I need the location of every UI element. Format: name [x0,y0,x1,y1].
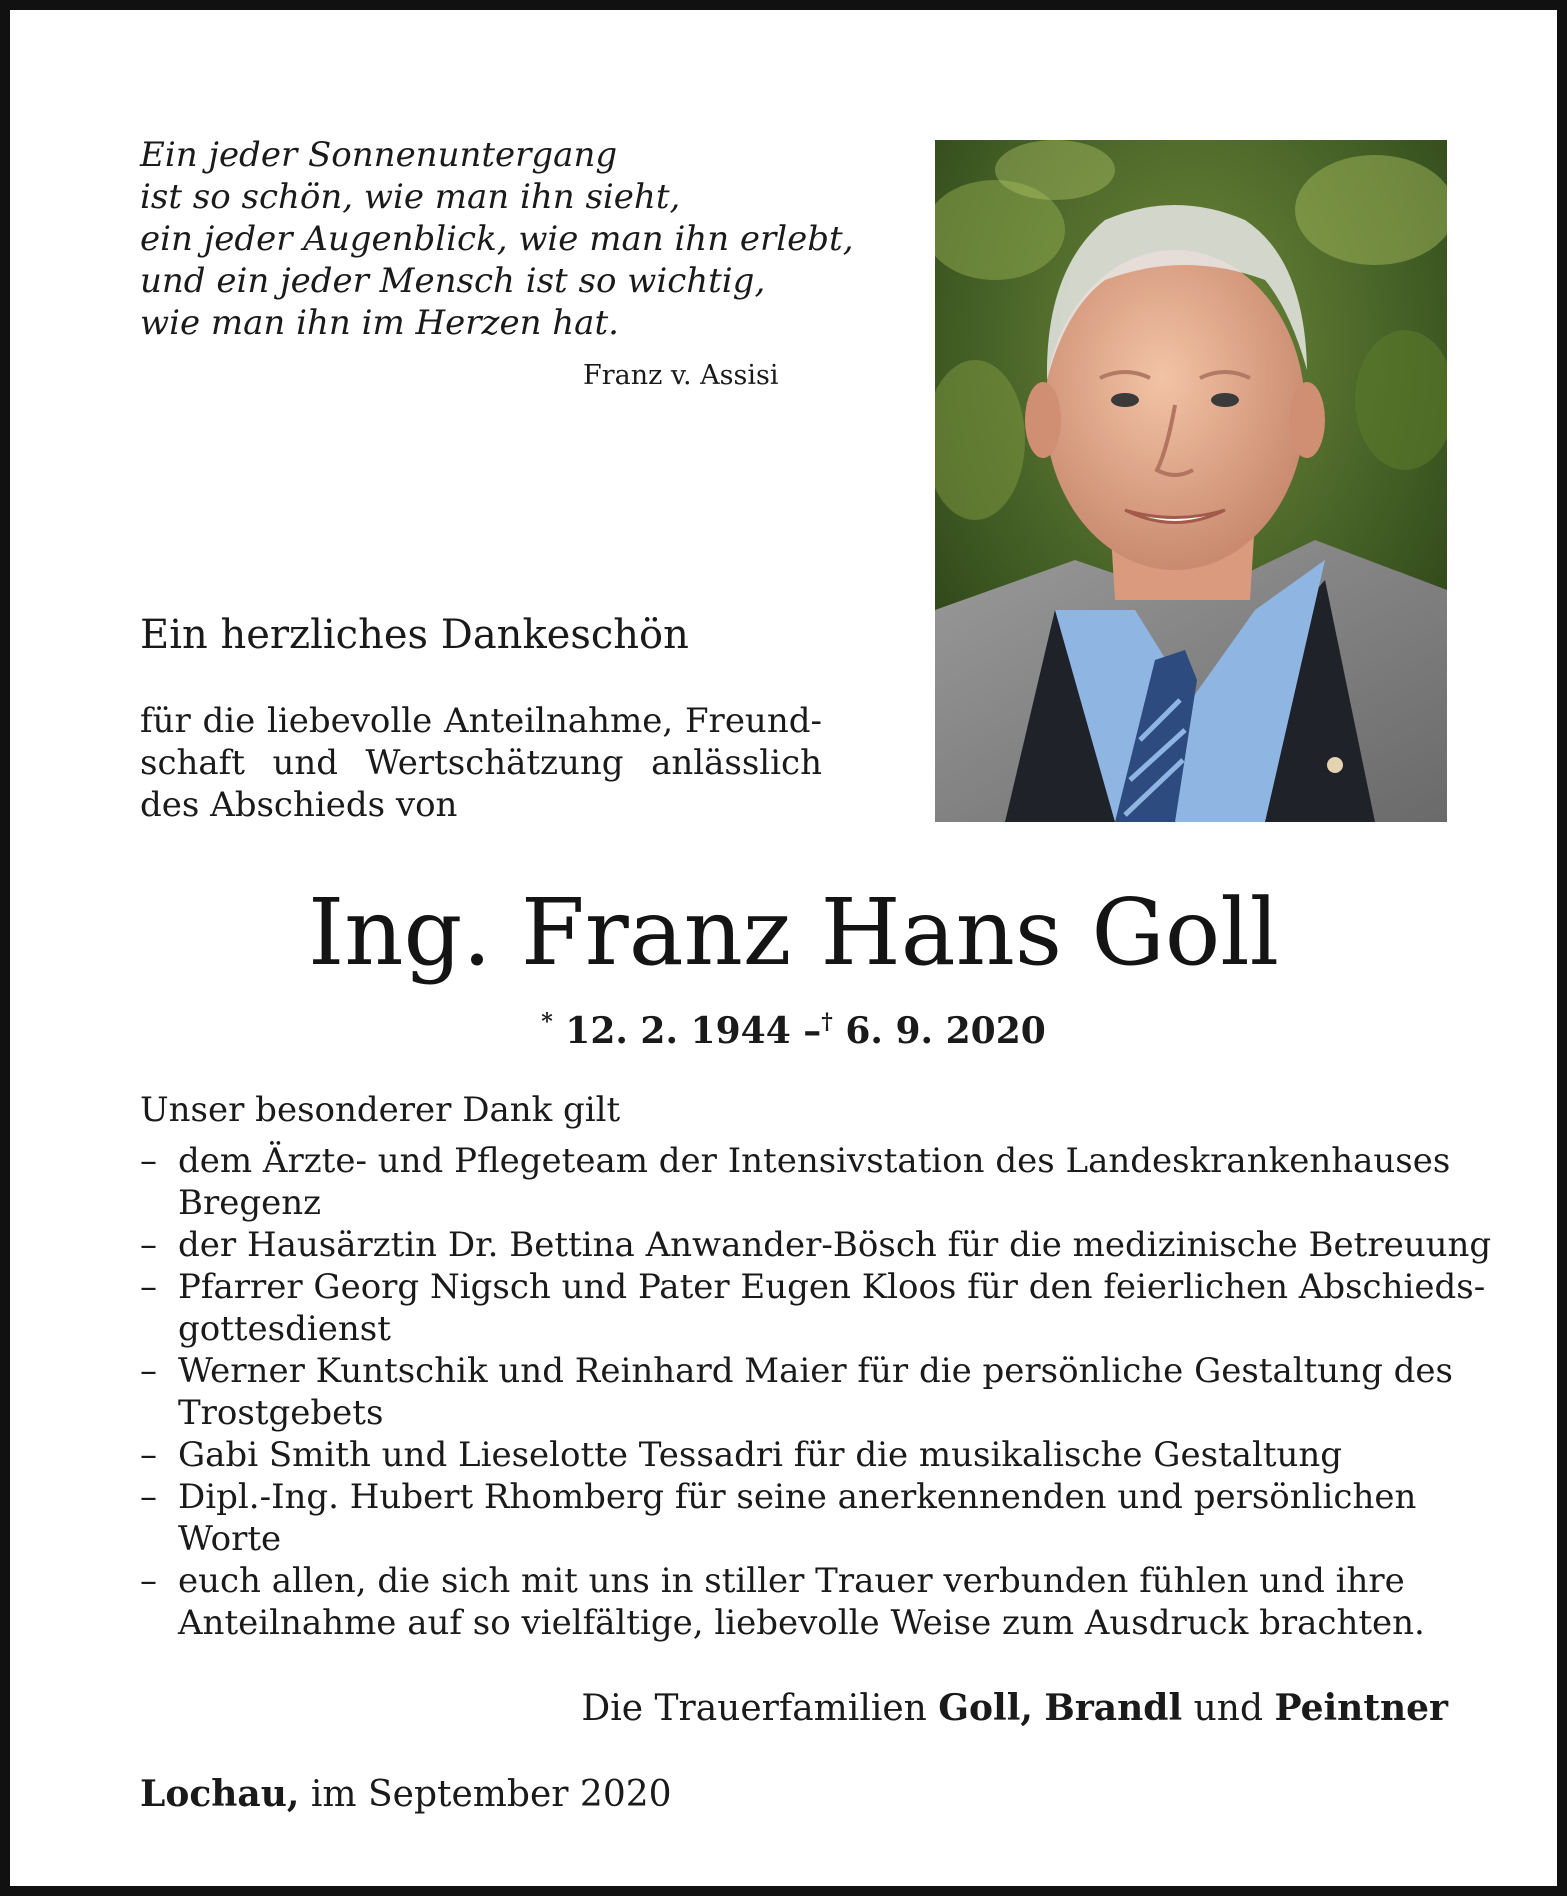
intro-word: Freund- [684,701,822,741]
portrait-photo [935,140,1447,822]
list-dash: – [140,1225,157,1265]
poem-author: Franz v. Assisi [583,360,779,391]
life-dates [10,1000,1567,1053]
list-item [140,1266,1486,1350]
list-item-row: der Hausärztin Dr. Bettina Anwander-Bösch für die medizinische Betreuung [178,1225,1492,1265]
place-town: Lochau, [140,1773,300,1815]
list-item-row: Werner Kuntschik und Reinhard Maier für die persönliche Gestaltung des [178,1351,1453,1391]
intro-word: Wertschätzung [365,743,624,783]
poem [140,134,854,344]
intro-word: liebevolle [266,701,433,741]
portrait-illustration [935,140,1447,822]
intro-word: Anteilnahme, [444,701,674,741]
intro-word: und [272,743,338,783]
special-thanks-heading: Unser besonderer Dank gilt [140,1090,621,1130]
intro-line [140,742,822,784]
birth-date: 12. 2. 1944 [565,1010,791,1052]
poem-line: Ein jeder Sonnenuntergang [140,135,618,175]
list-dash: – [140,1267,157,1307]
poem-line: und ein jeder Mensch ist so wichtig, [140,261,766,301]
intro-word: anlässlich [651,743,822,783]
families-signature [510,1686,1448,1731]
list-dash: – [140,1435,157,1475]
date-separator: – [803,1010,822,1052]
list-item [140,1224,1492,1266]
list-dash: – [140,1351,157,1391]
list-item-row: euch allen, die sich mit uns in stiller Trauer verbunden fühlen und ihre [178,1561,1405,1601]
list-item-text: dem Ärzte- und Pflegeteam der Intensivstation des Landeskrankenhauses [178,1141,1451,1181]
list-item [140,1350,1453,1434]
list-item-row: Bregenz [178,1183,322,1223]
families-connector: und [1193,1688,1264,1729]
thanks-heading: Ein herzliches Dankeschön [140,612,689,658]
list-dash: – [140,1141,157,1181]
list-item-row: Gabi Smith und Lieselotte Tessadri für die musikalische Gestaltung [178,1435,1343,1475]
deceased-name: Ing. Franz Hans Goll [307,879,1280,986]
poem-line: wie man ihn im Herzen hat. [140,303,619,343]
place-and-date [140,1772,672,1817]
list-item [140,1140,1451,1224]
list-item [140,1560,1448,1644]
place-date: im September 2020 [310,1774,672,1815]
family-name: Peintner [1274,1687,1448,1729]
family-name: Brandl [1044,1687,1183,1729]
list-item-row: gottesdienst [178,1309,391,1349]
intro-line: des Abschieds von [140,785,458,825]
list-item [140,1434,1448,1476]
families-prefix: Die Trauerfamilien [581,1688,927,1729]
intro-word: die [202,701,256,741]
list-item-row: Worte [178,1519,282,1559]
death-symbol: † [821,1009,833,1035]
poem-line: ein jeder Augenblick, wie man ihn erlebt, [140,219,854,259]
thanks-intro [140,700,822,826]
list-item-row: Dipl.-Ing. Hubert Rhomberg für seine anerkennenden und persönlichen [178,1477,1417,1517]
list-item-row: Anteilnahme auf so vielfältige, liebevolle Weise zum Ausdruck brachten. [178,1603,1425,1643]
death-date: 6. 9. 2020 [845,1010,1046,1052]
intro-word: für [140,701,191,741]
list-item-row: Pfarrer Georg Nigsch und Pater Eugen Kloos für den feierlichen Abschieds- [178,1267,1486,1307]
list-item-row [178,1140,1451,1182]
family-name: Goll, [938,1687,1033,1729]
intro-word: schaft [140,743,245,783]
intro-line [140,700,822,742]
list-item [140,1476,1448,1560]
list-dash: – [140,1477,157,1517]
birth-symbol: * [541,1009,553,1035]
list-item-row: Trostgebets [178,1393,384,1433]
list-dash: – [140,1561,157,1601]
special-thanks-list [140,1140,1492,1644]
poem-line: ist so schön, wie man ihn sieht, [140,177,681,217]
